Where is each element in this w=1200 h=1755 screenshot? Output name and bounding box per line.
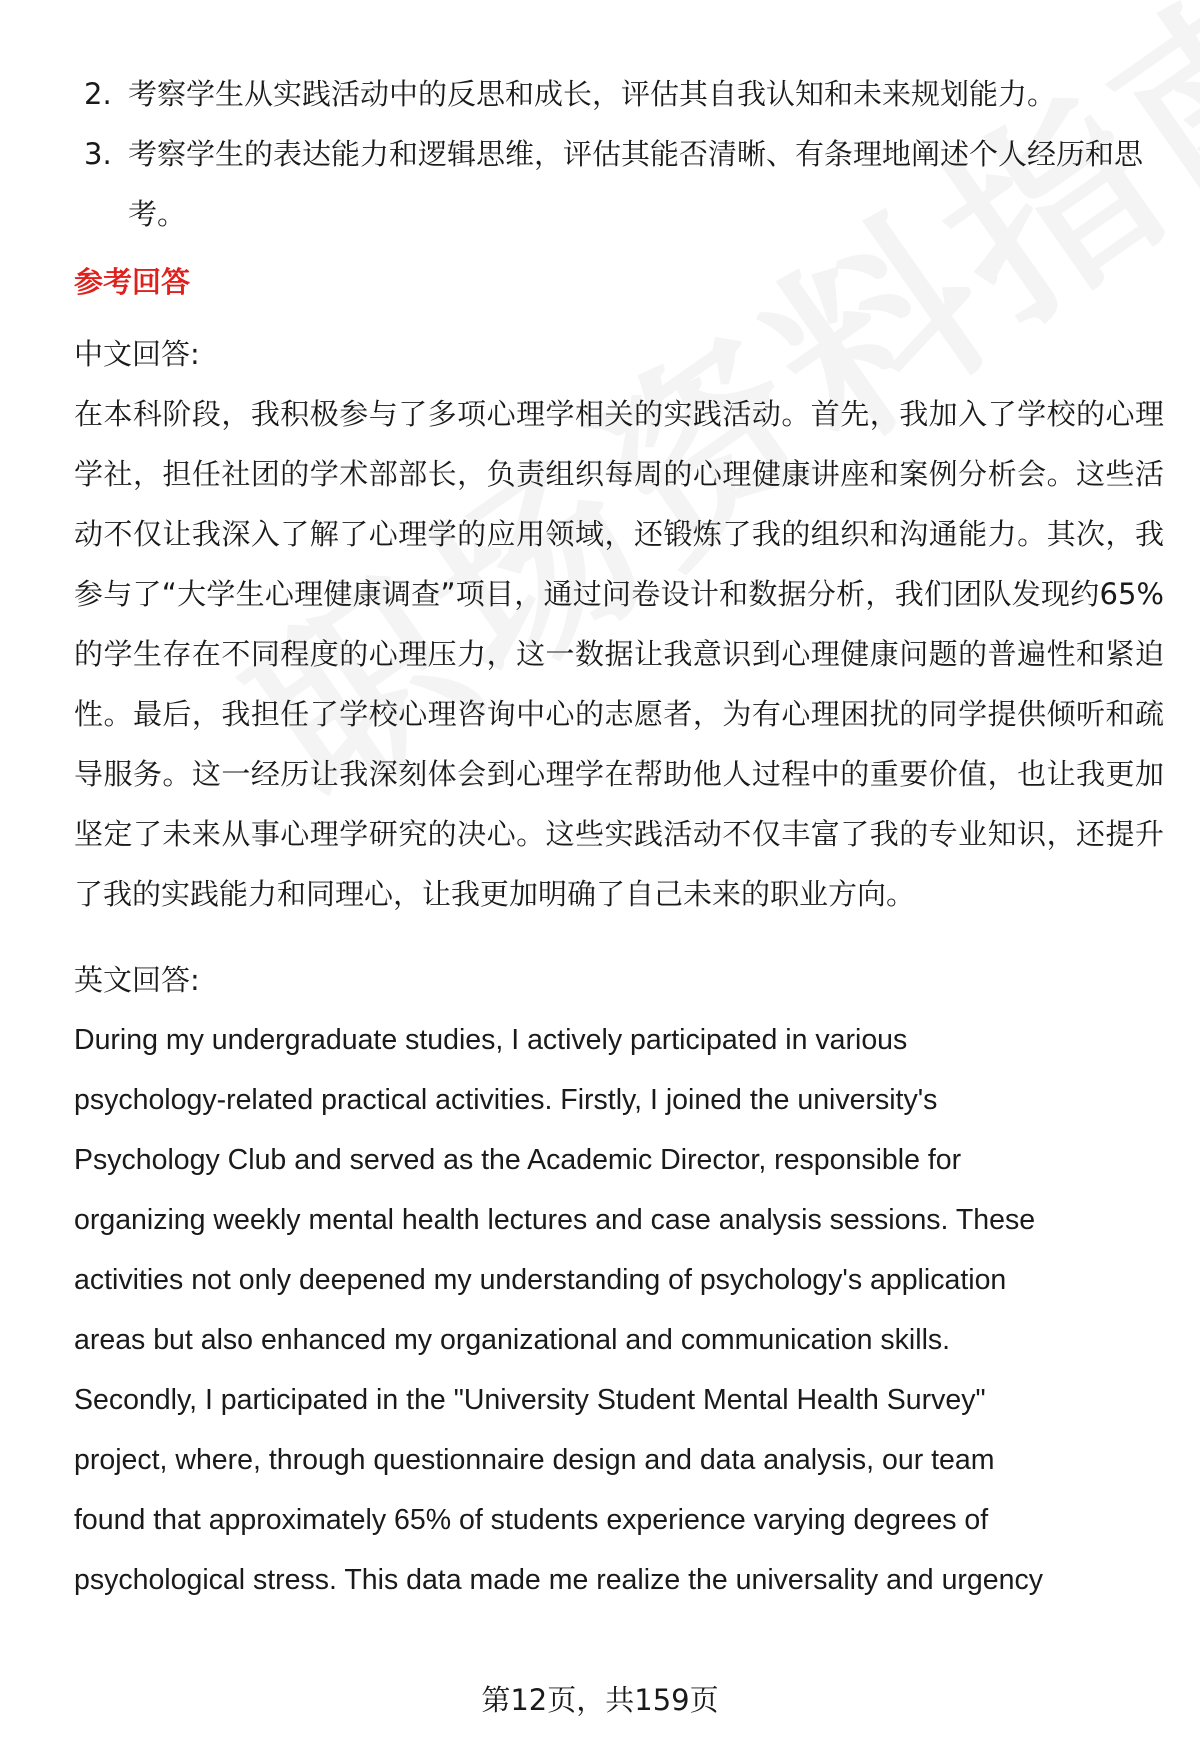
english-line: psychological stress. This data made me realize the universality and urgency [74,1564,1043,1596]
english-answer-heading: 英文回答: [74,963,200,997]
english-line: Secondly, I participated in the "University Student Mental Health Survey" [74,1384,986,1416]
reference-answer-title: 参考回答 [74,265,191,299]
document-page [74,64,1164,1610]
list-text: 考察学生的表达能力和逻辑思维，评估其能否清晰、有条理地阐述个人经历和思考。 [128,137,1144,231]
chinese-answer-text: 在本科阶段，我积极参与了多项心理学相关的实践活动。首先，我加入了学校的心理学社，担任社团的学术部部长，负责组织每周的心理健康讲座和案例分析会。这些活动不仅让我深入了解了心理学的应用领域，还锻炼了我的组织和沟通能力。其次，我参与了“大学生心理健康调查”项目，通过问卷设计和数据分析，我们团队发现约65%的学生存在不同程度的心理压力，这一数据让我意识到心理健康问题的普遍性和紧迫性。最后，我担任了学校心理咨询中心的志愿者，为有心理困扰的同学提供倾听和疏导服务。这一经历让我深刻体会到心理学在帮助他人过程中的重要价值，也让我更加坚定了未来从事心理学研究的决心。这些实践活动不仅丰富了我的专业知识，还提升了我的实践能力和同理心，让我更加明确了自己未来的职业方向。 [74,397,1164,911]
english-line: areas but also enhanced my organizational and communication skills. [74,1324,951,1356]
english-line: activities not only deepened my understanding of psychology's application [74,1264,1007,1296]
english-line: During my undergraduate studies, I actively participated in various [74,1024,908,1056]
english-line: psychology-related practical activities. Firstly, I joined the university's [74,1084,938,1116]
list-number: 2. [84,77,112,111]
page-number-footer: 第12页，共159页 [481,1683,719,1717]
chinese-answer-heading: 中文回答: [74,337,200,371]
english-line: organizing weekly mental health lectures and case analysis sessions. These [74,1204,1036,1236]
list-number: 3. [84,137,112,171]
criteria-item [74,64,1164,124]
english-line: found that approximately 65% of students experience varying degrees of [74,1504,989,1536]
criteria-item [74,124,1164,244]
list-text: 考察学生从实践活动中的反思和成长，评估其自我认知和未来规划能力。 [128,77,1057,111]
english-answer-text [74,1010,1164,1610]
english-line: project, where, through questionnaire design and data analysis, our team [74,1444,995,1476]
english-line: Psychology Club and served as the Academic Director, responsible for [74,1144,962,1176]
